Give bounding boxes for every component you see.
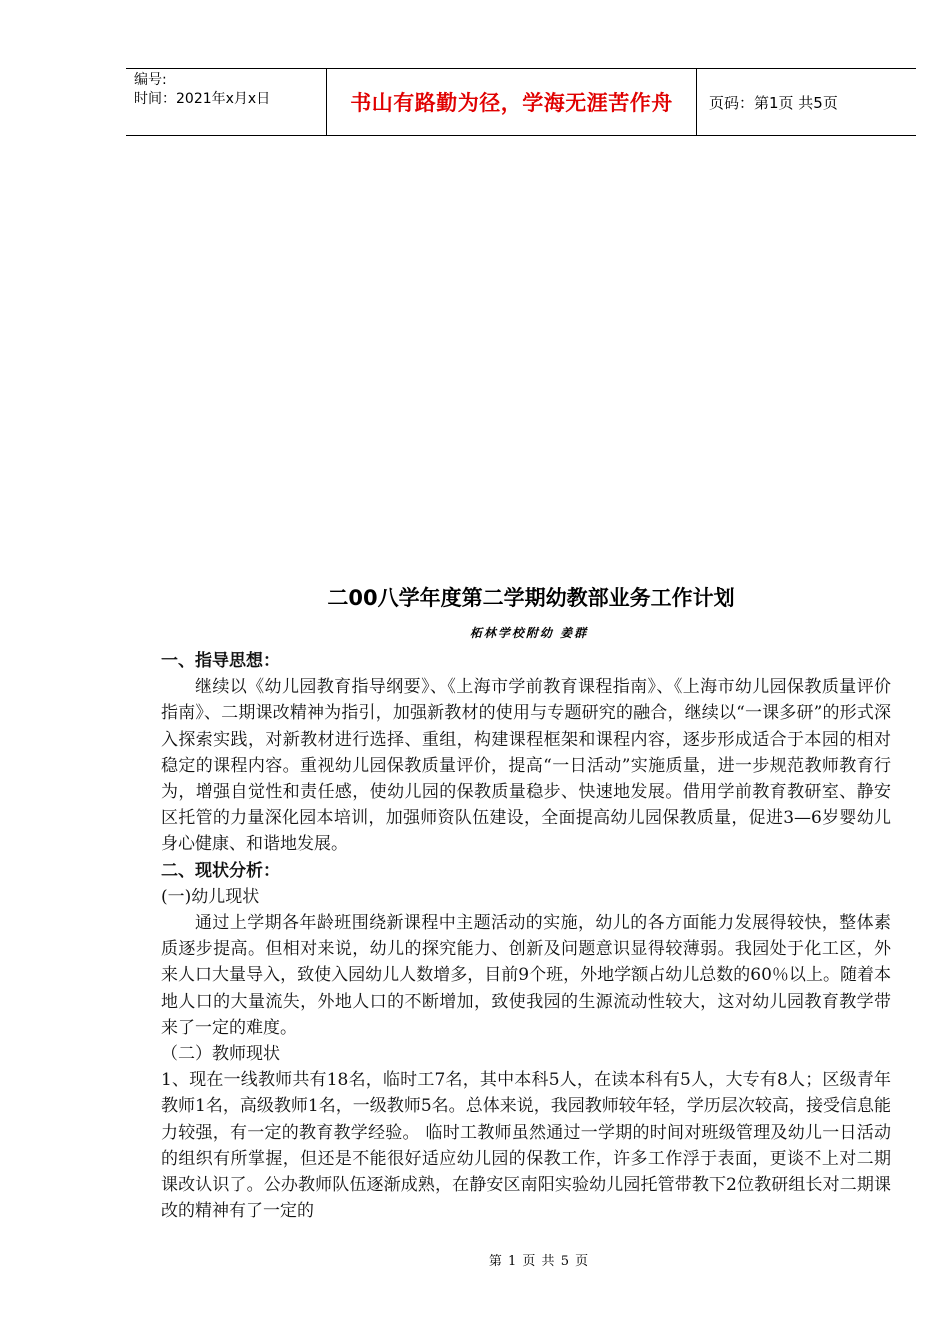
paragraph-children-status: 通过上学期各年龄班围绕新课程中主题活动的实施，幼儿的各方面能力发展得较快，整体素质逐步提高。但相对来说，幼儿的探究能力、创新及问题意识显得较薄弱。我园处于化工区，外来人口大量导入，致使入园幼儿人数增多，目前9个班，外地学额占幼儿总数的60％以上。随着本地人口的大量流失，外地人口的不断增加，致使我园的生源流动性较大，这对幼儿园教育教学带来了一定的难度。 [161, 913, 891, 1038]
subheading-children-status: (一)幼儿现状 [161, 886, 260, 907]
header-table [126, 68, 916, 136]
time-label: 时间：2021年x月x日 [134, 91, 271, 107]
page-footer: 第 1 页 共 5 页 [488, 1254, 590, 1269]
header-meta-cell [126, 69, 327, 135]
paragraph-guiding-thought: 继续以《幼儿园教育指导纲要》、《上海市学前教育课程指南》、《上海市幼儿园保教质量评价指南》、二期课改精神为指引，加强新教材的使用与专题研究的融合，继续以“一课多研”的形式深入探索实践，对新教材进行选择、重组，构建课程框架和课程内容，逐步形成适合于本园的相对稳定的课程内容。重视幼儿园保教质量评价，提高“一日活动”实施质量，进一步规范教师教育行为，增强自觉性和责任感，使幼儿园的保教质量稳步、快速地发展。借用学前教育教研室、静安区托管的力量深化园本培训，加强师资队伍建设，全面提高幼儿园保教质量，促进3—6岁婴幼儿身心健康、和谐地发展。 [161, 677, 891, 855]
header-page-info: 页码：第1页 共5页 [709, 93, 838, 112]
section-heading-status-analysis: 二、现状分析： [161, 860, 280, 881]
subheading-teacher-status: （二）教师现状 [161, 1044, 280, 1065]
document-body [161, 648, 891, 1224]
section-heading-guiding-thought: 一、指导思想： [161, 651, 280, 671]
number-label: 编号: [134, 72, 167, 88]
paragraph-teacher-status: 1、现在一线教师共有18名，临时工7名，其中本科5人，在读本科有5人，大专有8人；区级青年教师1名，高级教师1名，一级教师5名。总体来说，我园教师较年轻，学历层次较高，接受信息能力较强，有一定的教育教学经验。 临时工教师虽然通过一学期的时间对班级管理及幼儿一日活动的组织有所掌握，但还是不能很好适应幼儿园的保教工作，许多工作浮于表面，更谈不上对二期课改认识了。公办教师队伍逐渐成熟，在静安区南阳实验幼儿园托管带教下2位教研组长对二期课改的精神有了一定的 [161, 1070, 891, 1222]
document-title: 二00八学年度第二学期幼教部业务工作计划 [327, 586, 735, 610]
header-motto: 书山有路勤为径，学海无涯苦作舟 [327, 69, 697, 135]
document-author: 柘林学校附幼 姜群 [469, 626, 589, 640]
